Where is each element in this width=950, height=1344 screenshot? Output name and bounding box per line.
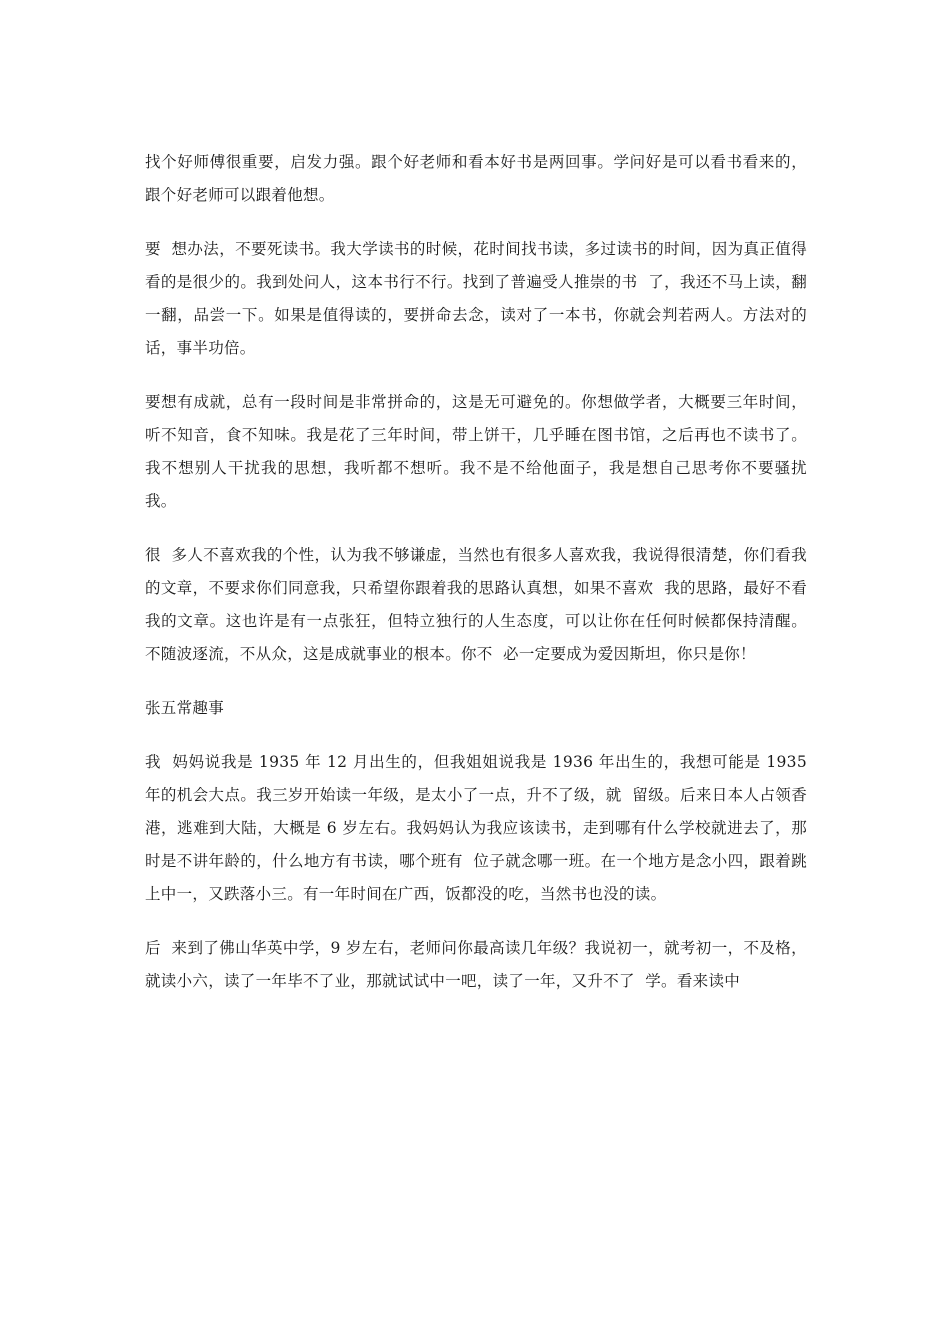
paragraph-childhood: 我 妈妈说我是 1935 年 12 月出生的，但我姐姐说我是 1936 年出生的，我想可能是 1935 年的机会大点。我三岁开始读一年级，是太小了一点，升不了级，就 留级。后来日本人占领香港，逃难到大陆，大概是 6 岁左右。我妈妈认为我应该读书，走到哪有什么学校就进去了，那时是不讲年龄的，什么地方有书读，哪个班有 位子就念哪一班。在一个地方是念小四，跟着跳上中一，又跌落小三。有一年时间在广西，饭都没的吃，当然书也没的读。 — [145, 753, 813, 903]
paragraph-personality: 很 多人不喜欢我的个性，认为我不够谦虚，当然也有很多人喜欢我，我说得很清楚，你们看我的文章，不要求你们同意我，只希望你跟着我的思路认真想，如果不喜欢 我的思路，最好不看我的文章。这也许是有一点张狂，但特立独行的人生态度，可以让你在任何时候都保持清醒。不随波逐流，不从众，这是成就事业的根本。你不 必一定要成为爱因斯坦，你只是你！ — [145, 546, 807, 663]
section-heading: 张五常趣事 — [145, 699, 225, 717]
paragraph-reading-method: 要 想办法，不要死读书。我大学读书的时候，花时间找书读，多过读书的时间，因为真正值得看的是很少的。我到处问人，这本书行不行。找到了普遍受人推崇的书 了，我还不马上读，翻一翻，品尝一下。如果是值得读的，要拼命去念，读对了一本书，你就会判若两人。方法对的话，事半功倍。 — [145, 240, 807, 357]
document-page — [145, 146, 813, 1019]
paragraph-school: 后 来到了佛山华英中学，9 岁左右，老师问你最高读几年级？我说初一，就考初一，不及格，就读小六，读了一年毕不了业，那就试试中一吧，读了一年，又升不了 学。看来读中 — [145, 939, 807, 990]
paragraph-good-teacher: 找个好师傅很重要，启发力强。跟个好老师和看本好书是两回事。学问好是可以看书看来的，跟个好老师可以跟着他想。 — [145, 153, 807, 204]
paragraph-hard-work: 要想有成就，总有一段时间是非常拼命的，这是无可避免的。你想做学者，大概要三年时间，听不知音，食不知味。我是花了三年时间，带上饼干，几乎睡在图书馆，之后再也不读书了。我不想别人干扰我的思想，我听都不想听。我不是不给他面子，我是想自己思考你不要骚扰我。 — [145, 393, 807, 510]
